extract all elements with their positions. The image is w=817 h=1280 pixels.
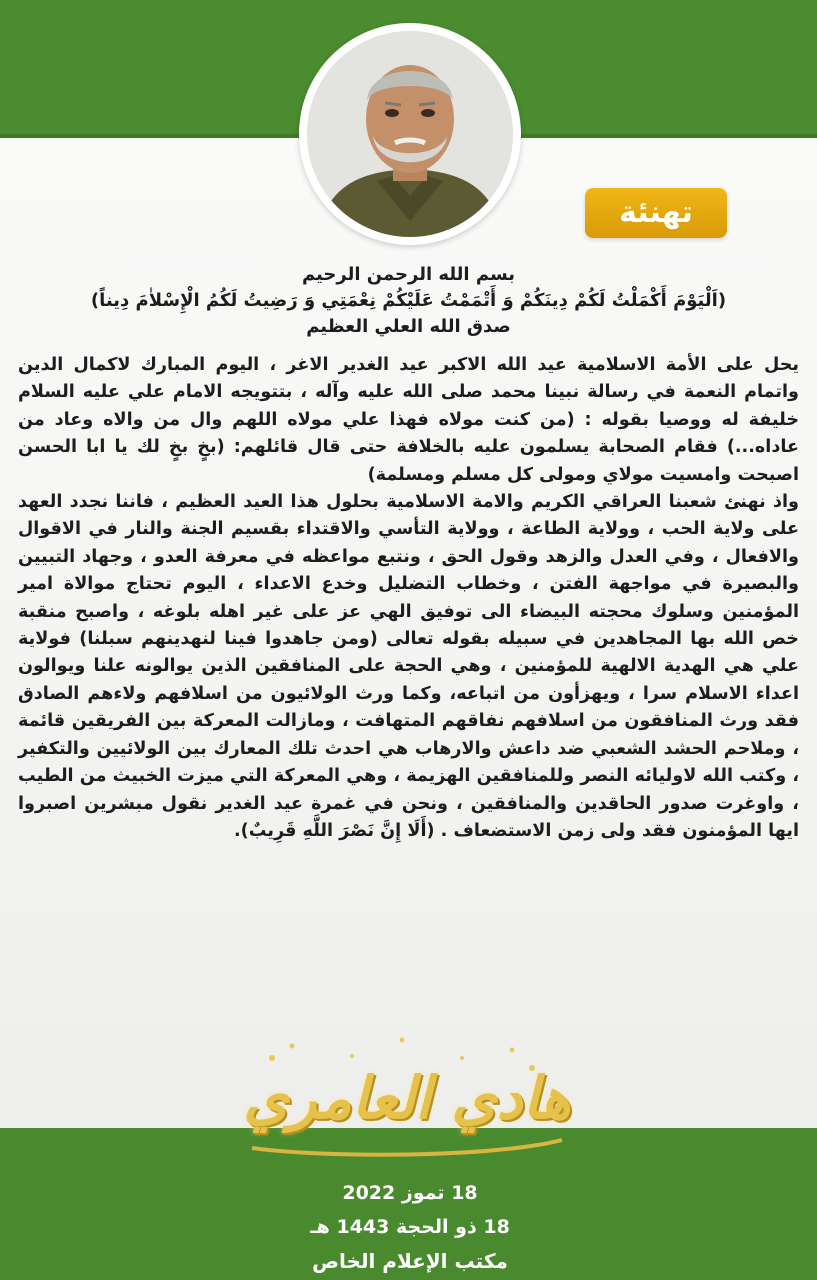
closing-formula: صدق الله العلي العظيم: [306, 316, 511, 337]
message-body: [18, 352, 799, 845]
signature: هادي العامري: [243, 1064, 571, 1132]
date-gregorian: 18 تموز 2022: [342, 1182, 478, 1204]
portrait-photo: [307, 31, 513, 237]
intro-block: [20, 262, 797, 340]
quran-verse: (اَلْيَوْمَ أَكْمَلْتُ لَكُمْ دِينَكُمْ وَ أَتْمَمْتُ عَلَيْكُمْ نِعْمَتِي وَ رَضِيتُ لَكُمُ الْإِسْلاٰمَ دِيناً): [90, 290, 727, 311]
basmala: بسم الله الرحمن الرحيم: [301, 264, 516, 285]
message-paragraph-1: يحل على الأمة الاسلامية عيد الله الاكبر عيد الغدير الاغر ، اليوم المبارك لاكمال الدين واتمام النعمة في رسالة نبينا محمد صلى الله عليه وآله ، بتتويجه الامام علي عليه السلام خليفة له ووصيا بقوله : (من كنت مولاه فهذا علي مولاه اللهم وال من والاه وعاد من عاداه...) فقام الصحابة يسلمون عليه بالخلافة حتى قال قائلهم: (بخٍ بخٍ لك يا ابا الحسن اصبحت وامسيت مولاي ومولى كل مسلم ومسلمة): [18, 355, 799, 485]
footer: [250, 1176, 570, 1278]
date-hijri: 18 ذو الحجة 1443 هـ: [310, 1216, 510, 1238]
office-name: مكتب الإعلام الخاص: [312, 1249, 508, 1273]
message-paragraph-2: واذ نهنئ شعبنا العراقي الكريم والامة الاسلامية بحلول هذا العيد العظيم ، فاننا نجدد العهد على ولاية الحب ، وولاية الطاعة ، وولاية التأسي والاقتداء بقسيم الجنة والنار في الاقوال والافعال ، وفي العدل والزهد وقول الحق ، ونتبع مواعظه في معرفة العدو ، وجهاد التبيين والبصيرة في مواجهة الفتن ، وخطاب التضليل وخدع الاعداء ، اليوم تحتاج موالاة امير المؤمنين وسلوك محجته البيضاء الى توفيق الهي عز على غير اهله بلوغه ، واصبح منقبة خص الله بها المجاهدين في سبيله بقوله تعالى (ومن جاهدوا فينا لنهدينهم سبلنا) فولاية علي هي الهدية الالهية للمؤمنين ، وهي الحجة على المنافقين الذين يوالونه علنا ويوالون اعداء الاسلام سرا ، ويهزأون من اتباعه، وكما ورث الولائيون من اسلافهم ولاءهم الصادق فقد ورث المنافقون من اسلافهم نفاقهم المتهافت ، ومازالت المعركة بين الفريقين قائمة ، وملاحم الحشد الشعبي ضد داعش والارهاب هي احدث تلك المعارك بين الولائيين والتكفير ، وكتب الله لاوليائه النصر وللمنافقين الهزيمة ، وهي المعركة التي ميزت الخبيث من الطيب ، واوغرت صدور الحاقدين والمنافقين ، ونحن في غمرة عيد الغدير نقول مبشرين اصبروا ايها المؤمنون فقد ولى زمن الاستضعاف . (أَلَا إِنَّ نَصْرَ اللَّهِ قَرِيبٌ).: [18, 492, 799, 841]
congratulation-badge: تهنئة: [585, 188, 727, 238]
portrait-icon: [307, 31, 513, 237]
